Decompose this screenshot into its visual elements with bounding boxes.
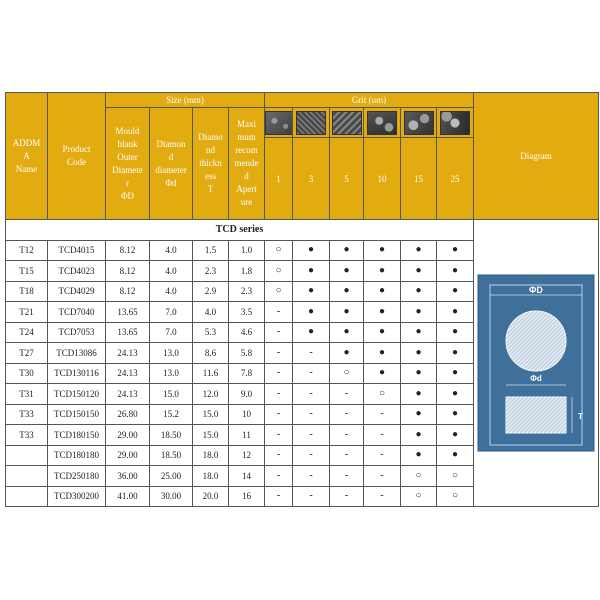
cell-grit-3: ● [293,302,330,323]
cell-addma-name: T15 [6,261,48,282]
cell-addma-name [6,466,48,487]
cell-grit-5: ● [330,281,364,302]
cell-grit-1: - [265,384,293,405]
cell-grit-10: ● [364,302,401,323]
grit-swatch-15 [401,108,437,138]
cell-grit-15: ● [401,445,437,466]
cell-grit-3: - [293,384,330,405]
cell-grit-1: ○ [265,281,293,302]
cell-thickness: 4.0 [193,302,229,323]
cell-grit-5: - [330,425,364,446]
cell-thickness: 11.6 [193,363,229,384]
cell-addma-name [6,445,48,466]
grit-swatch-3 [293,108,330,138]
cell-outer-diameter: 29.00 [106,425,150,446]
cell-diamond-diameter: 25.00 [150,466,193,487]
cell-addma-name [6,486,48,507]
cell-outer-diameter: 13.65 [106,322,150,343]
series-label: TCD series [6,220,474,241]
cell-grit-3: - [293,486,330,507]
cell-aperture: 14 [229,466,265,487]
cell-product-code: TCD150120 [48,384,106,405]
cell-aperture: 3.5 [229,302,265,323]
cell-grit-10: ● [364,322,401,343]
header-mould-blank-outer-diameter: Mould blank Outer Diamete r ΦD [106,108,150,220]
cell-diamond-diameter: 4.0 [150,261,193,282]
cell-grit-25: ● [437,261,474,282]
cell-outer-diameter: 24.13 [106,343,150,364]
cell-grit-10: ● [364,240,401,261]
cell-thickness: 18.0 [193,445,229,466]
diamond-thickness-texture [506,397,566,433]
grit-swatch-25 [437,108,474,138]
cell-diamond-diameter: 4.0 [150,240,193,261]
cell-grit-25: ● [437,445,474,466]
cell-grit-25: ● [437,384,474,405]
cell-grit-15: ○ [401,466,437,487]
cell-grit-25: ○ [437,486,474,507]
cell-grit-3: - [293,404,330,425]
header-maximum-recommended-aperture: Maxi mum recom mende d Apert ure [229,108,265,220]
cell-grit-25: ● [437,281,474,302]
cell-outer-diameter: 13.65 [106,302,150,323]
tcd-diagram [476,273,596,453]
cell-grit-1: - [265,363,293,384]
cell-grit-1: - [265,404,293,425]
cell-grit-25: ● [437,302,474,323]
cell-grit-1: ○ [265,240,293,261]
cell-thickness: 18.0 [193,466,229,487]
cell-thickness: 15.0 [193,425,229,446]
cell-grit-15: ● [401,281,437,302]
cell-grit-3: - [293,425,330,446]
cell-outer-diameter: 24.13 [106,384,150,405]
cell-aperture: 12 [229,445,265,466]
cell-grit-3: ● [293,281,330,302]
cell-outer-diameter: 8.12 [106,240,150,261]
header-grit-3: 3 [293,138,330,220]
product-spec-sheet [5,92,598,507]
cell-grit-15: ● [401,240,437,261]
cell-aperture: 2.3 [229,281,265,302]
cell-grit-5: - [330,445,364,466]
cell-grit-10: ● [364,363,401,384]
cell-grit-15: ● [401,261,437,282]
diamond-die-texture [506,311,566,371]
cell-diamond-diameter: 7.0 [150,322,193,343]
cell-outer-diameter: 8.12 [106,281,150,302]
cell-addma-name: T21 [6,302,48,323]
cell-grit-10: - [364,404,401,425]
cell-product-code: TCD130116 [48,363,106,384]
cell-diamond-diameter: 30.00 [150,486,193,507]
cell-aperture: 10 [229,404,265,425]
cell-aperture: 4.6 [229,322,265,343]
cell-grit-5: ● [330,322,364,343]
cell-thickness: 5.3 [193,322,229,343]
cell-addma-name: T12 [6,240,48,261]
cell-grit-1: - [265,302,293,323]
cell-addma-name: T24 [6,322,48,343]
header-grit-10: 10 [364,138,401,220]
cell-grit-15: ● [401,343,437,364]
cell-product-code: TCD4015 [48,240,106,261]
header-addma-name: ADDM A Name [6,93,48,220]
cell-outer-diameter: 8.12 [106,261,150,282]
grit-swatch-5 [330,108,364,138]
cell-aperture: 5.8 [229,343,265,364]
cell-diamond-diameter: 18.50 [150,445,193,466]
cell-product-code: TCD300200 [48,486,106,507]
cell-addma-name: T30 [6,363,48,384]
diagram-cell [474,220,599,507]
cell-grit-25: ● [437,404,474,425]
header-diamond-thickness: Diamo nd thickn ess T [193,108,229,220]
cell-grit-5: ● [330,240,364,261]
cell-grit-1: - [265,466,293,487]
cell-aperture: 16 [229,486,265,507]
cell-grit-25: ● [437,322,474,343]
header-grit-1: 1 [265,138,293,220]
cell-grit-25: ○ [437,466,474,487]
cell-addma-name: T18 [6,281,48,302]
cell-grit-1: ○ [265,261,293,282]
cell-outer-diameter: 29.00 [106,445,150,466]
header-grit-25: 25 [437,138,474,220]
cell-diamond-diameter: 18.50 [150,425,193,446]
cell-grit-5: - [330,486,364,507]
cell-thickness: 8.6 [193,343,229,364]
cell-grit-3: - [293,466,330,487]
cell-thickness: 12.0 [193,384,229,405]
cell-grit-5: ● [330,261,364,282]
cell-addma-name: T31 [6,384,48,405]
cell-product-code: TCD7040 [48,302,106,323]
cell-grit-10: - [364,425,401,446]
cell-outer-diameter: 24.13 [106,363,150,384]
cell-thickness: 2.9 [193,281,229,302]
cell-grit-25: ● [437,343,474,364]
cell-diamond-diameter: 15.0 [150,384,193,405]
cell-aperture: 1.0 [229,240,265,261]
cell-grit-1: - [265,425,293,446]
thickness-label: T [578,412,583,421]
cell-grit-3: - [293,343,330,364]
cell-aperture: 9.0 [229,384,265,405]
cell-grit-15: ○ [401,486,437,507]
cell-grit-25: ● [437,363,474,384]
cell-grit-5: ● [330,302,364,323]
cell-diamond-diameter: 4.0 [150,281,193,302]
cell-grit-3: ● [293,240,330,261]
cell-grit-1: - [265,343,293,364]
cell-grit-15: ● [401,384,437,405]
cell-product-code: TCD180150 [48,425,106,446]
cell-product-code: TCD250180 [48,466,106,487]
cell-grit-10: ● [364,261,401,282]
grit-swatch-10 [364,108,401,138]
cell-diamond-diameter: 7.0 [150,302,193,323]
tcd-series-table [5,92,599,507]
cell-thickness: 20.0 [193,486,229,507]
cell-product-code: TCD150150 [48,404,106,425]
cell-grit-10: - [364,466,401,487]
cell-grit-15: ● [401,404,437,425]
cell-product-code: TCD13086 [48,343,106,364]
outer-diameter-label: ΦD [529,285,543,295]
cell-aperture: 11 [229,425,265,446]
cell-grit-1: - [265,486,293,507]
cell-grit-10: - [364,486,401,507]
cell-grit-1: - [265,322,293,343]
cell-grit-3: - [293,363,330,384]
cell-grit-1: - [265,445,293,466]
cell-grit-3: ● [293,261,330,282]
cell-addma-name: T33 [6,425,48,446]
header-diamond-diameter: Diamon d diameter Φd [150,108,193,220]
cell-grit-25: ● [437,240,474,261]
cell-outer-diameter: 41.00 [106,486,150,507]
cell-grit-10: ○ [364,384,401,405]
cell-product-code: TCD4023 [48,261,106,282]
cell-product-code: TCD180180 [48,445,106,466]
grit-swatch-1 [265,108,293,138]
inner-diameter-label: Φd [530,374,542,383]
cell-grit-25: ● [437,425,474,446]
cell-diamond-diameter: 13.0 [150,343,193,364]
cell-grit-15: ● [401,363,437,384]
header-size-group: Size (mm) [106,93,265,108]
cell-grit-3: ● [293,322,330,343]
cell-thickness: 15.0 [193,404,229,425]
cell-grit-10: - [364,445,401,466]
cell-grit-5: - [330,384,364,405]
header-product-code: Product Code [48,93,106,220]
cell-grit-5: ● [330,343,364,364]
cell-addma-name: T27 [6,343,48,364]
header-grit-15: 15 [401,138,437,220]
cell-grit-10: ● [364,281,401,302]
cell-grit-15: ● [401,322,437,343]
header-grit-group: Grit (um) [265,93,474,108]
cell-product-code: TCD4029 [48,281,106,302]
cell-addma-name: T33 [6,404,48,425]
cell-aperture: 1.8 [229,261,265,282]
cell-outer-diameter: 36.00 [106,466,150,487]
cell-grit-5: ○ [330,363,364,384]
cell-diamond-diameter: 15.2 [150,404,193,425]
header-grit-5: 5 [330,138,364,220]
cell-diamond-diameter: 13.0 [150,363,193,384]
cell-grit-5: - [330,404,364,425]
cell-grit-3: - [293,445,330,466]
cell-grit-15: ● [401,302,437,323]
cell-grit-10: ● [364,343,401,364]
cell-thickness: 1.5 [193,240,229,261]
cell-product-code: TCD7053 [48,322,106,343]
header-diagram: Diagram [474,93,599,220]
cell-grit-15: ● [401,425,437,446]
cell-outer-diameter: 26.80 [106,404,150,425]
cell-grit-5: - [330,466,364,487]
cell-aperture: 7.8 [229,363,265,384]
cell-thickness: 2.3 [193,261,229,282]
